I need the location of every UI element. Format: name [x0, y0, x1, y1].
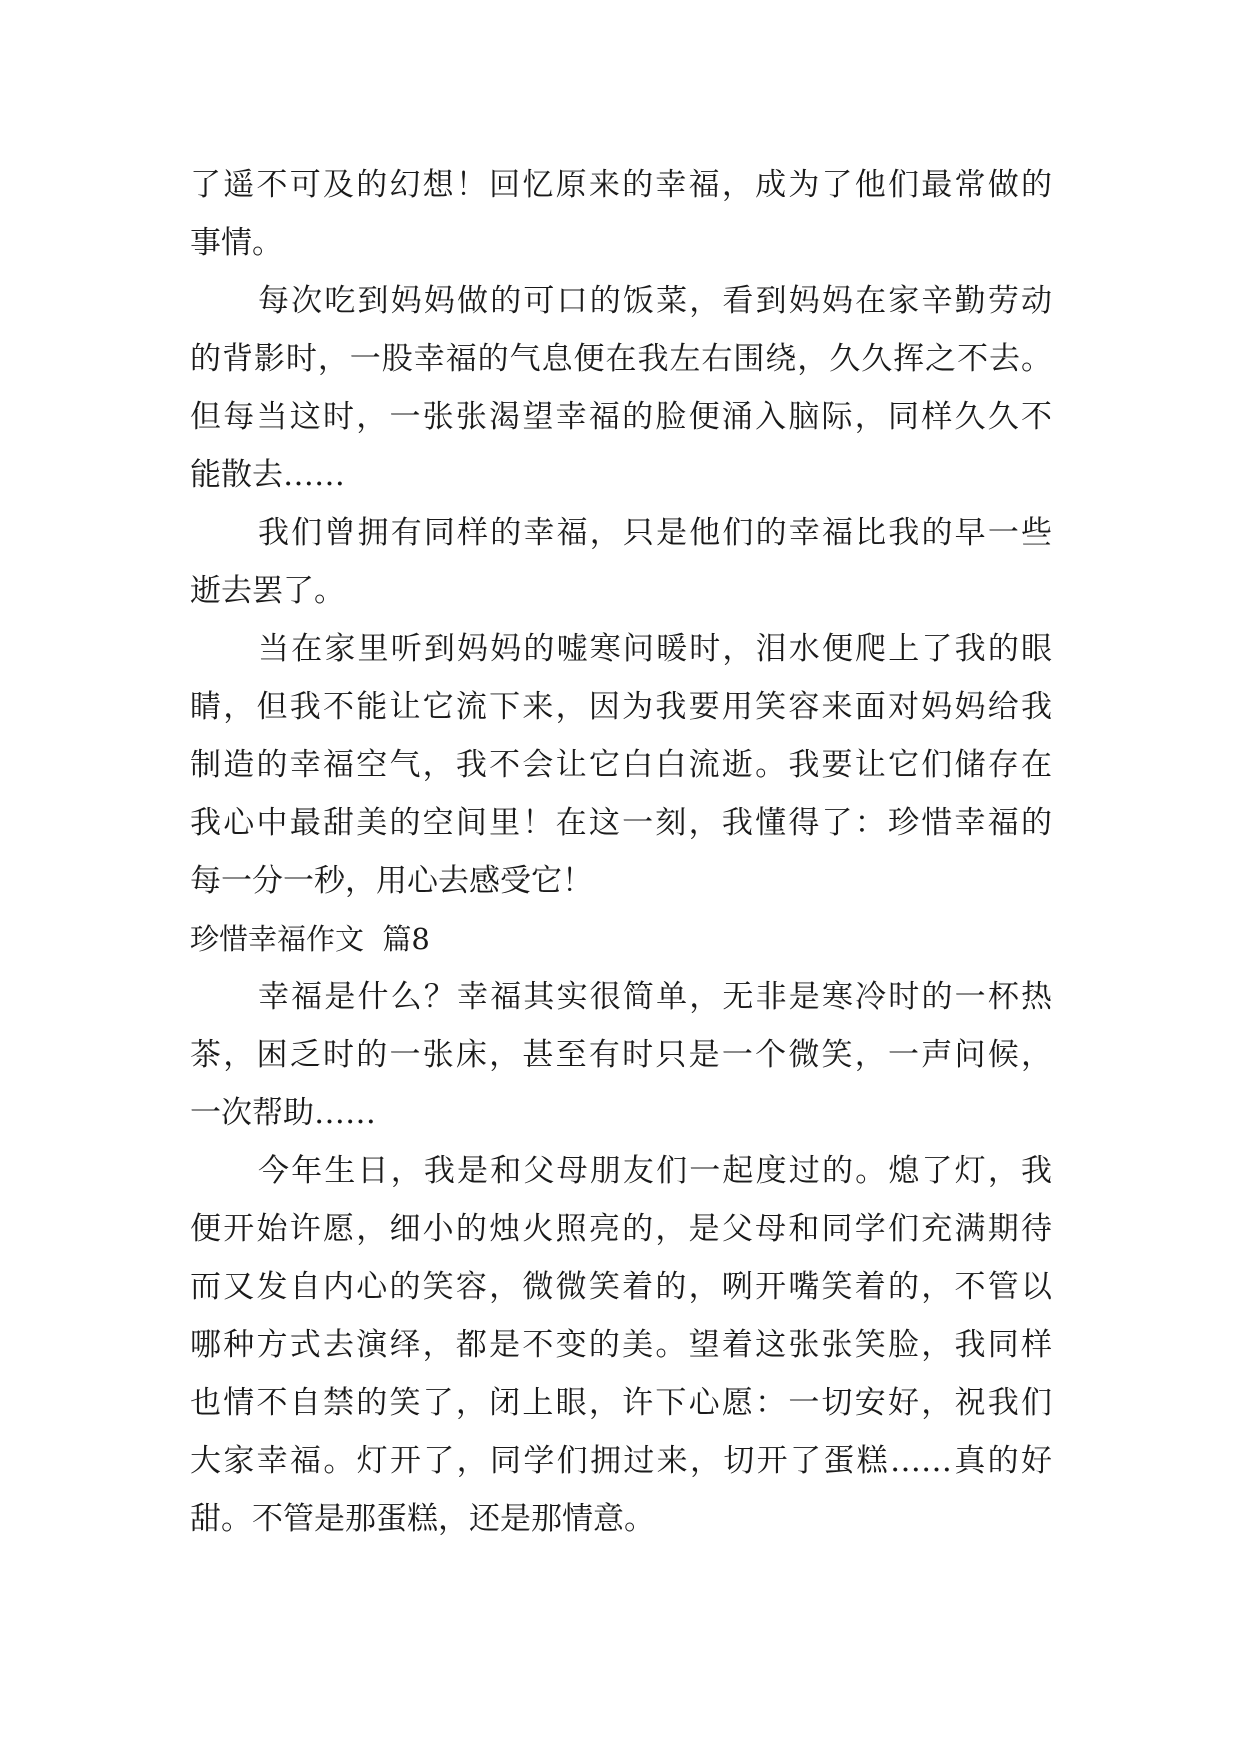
text-line: 制造的幸福空气，我不会让它白白流逝。我要让它们储存在: [190, 747, 1052, 783]
section-heading: 珍惜幸福作文 篇8: [190, 922, 430, 956]
text-line: 能散去……: [190, 457, 345, 493]
text-line: 事情。: [190, 225, 283, 261]
text-line: 睛，但我不能让它流下来，因为我要用笑容来面对妈妈给我: [190, 689, 1052, 725]
text-line: 今年生日，我是和父母朋友们一起度过的。熄了灯，我: [258, 1153, 1052, 1189]
text-line: 我们曾拥有同样的幸福，只是他们的幸福比我的早一些: [258, 515, 1052, 551]
text-line: 每次吃到妈妈做的可口的饭菜，看到妈妈在家辛勤劳动: [258, 283, 1052, 319]
text-line: 而又发自内心的笑容，微微笑着的，咧开嘴笑着的，不管以: [190, 1269, 1052, 1305]
text-line: 当在家里听到妈妈的嘘寒问暖时，泪水便爬上了我的眼: [258, 631, 1052, 667]
text-line: 也情不自禁的笑了，闭上眼，许下心愿：一切安好，祝我们: [190, 1385, 1052, 1421]
text-line: 茶，困乏时的一张床，甚至有时只是一个微笑，一声问候，: [190, 1037, 1052, 1073]
document-body: [190, 156, 1052, 1548]
text-line: 但每当这时，一张张渴望幸福的脸便涌入脑际，同样久久不: [190, 399, 1052, 435]
text-line: 便开始许愿，细小的烛火照亮的，是父母和同学们充满期待: [190, 1211, 1052, 1247]
text-line: 我心中最甜美的空间里！在这一刻，我懂得了：珍惜幸福的: [190, 805, 1052, 841]
text-line: 了遥不可及的幻想！回忆原来的幸福，成为了他们最常做的: [190, 167, 1052, 203]
text-line: 大家幸福。灯开了，同学们拥过来，切开了蛋糕……真的好: [190, 1443, 1052, 1479]
text-line: 的背影时，一股幸福的气息便在我左右围绕，久久挥之不去。: [190, 341, 1052, 377]
text-line: 每一分一秒，用心去感受它！: [190, 863, 593, 899]
text-line: 幸福是什么？幸福其实很简单，无非是寒冷时的一杯热: [258, 979, 1052, 1015]
text-line: 逝去罢了。: [190, 573, 345, 609]
text-line: 甜。不管是那蛋糕，还是那情意。: [190, 1501, 655, 1537]
text-line: 一次帮助……: [190, 1095, 376, 1131]
text-line: 哪种方式去演绎，都是不变的美。望着这张张笑脸，我同样: [190, 1327, 1052, 1363]
